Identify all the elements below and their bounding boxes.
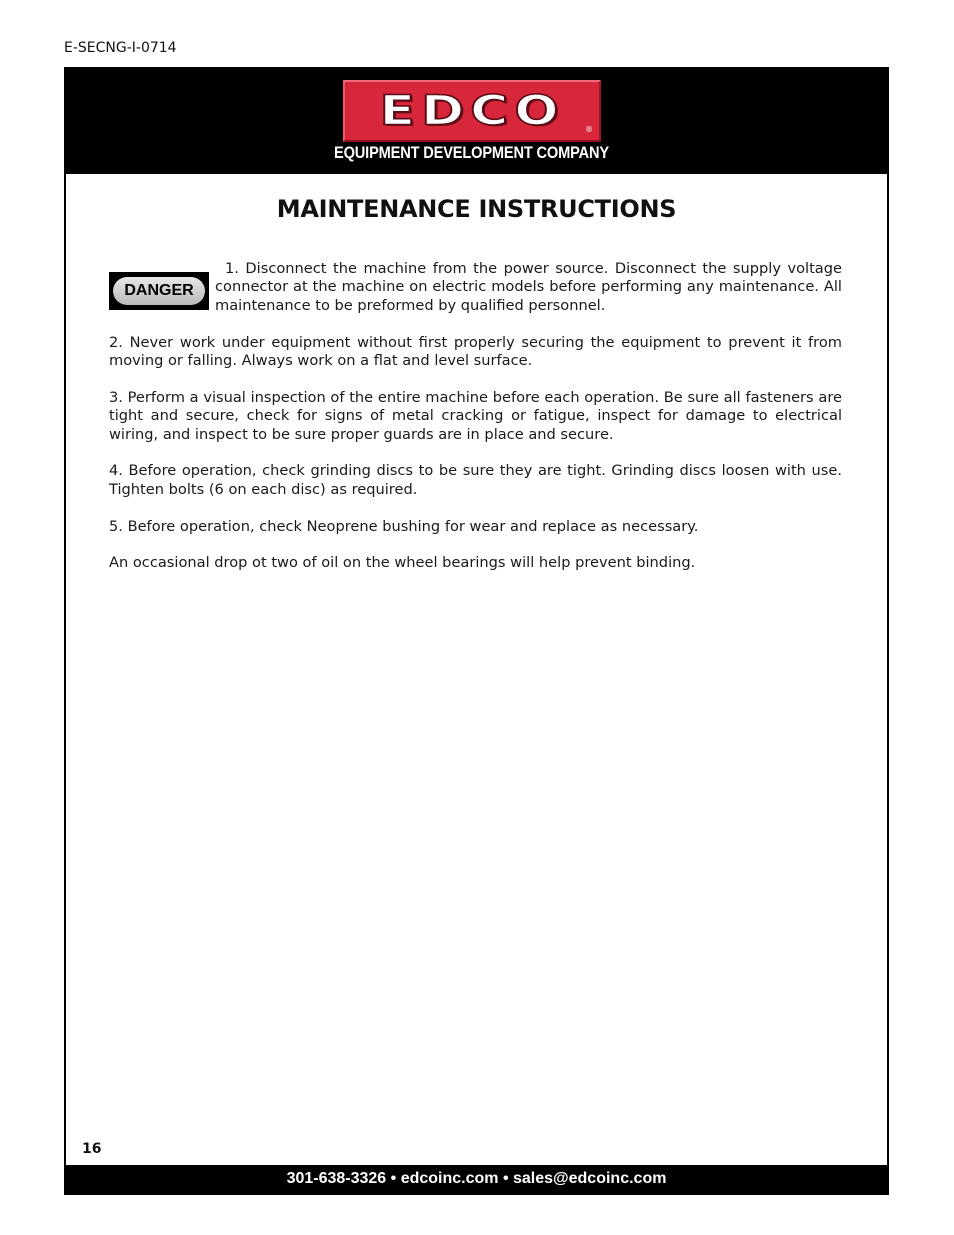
registered-mark: ® [585,125,593,134]
instruction-paragraph: 3. Perform a visual inspection of the entire machine before each operation. Be sure all fasteners are tight and secure, check for signs of metal cracking or fatigue, inspect for damage to electrical wiring, and inspect to be sure proper guards are in place and secure. [109,388,842,443]
instruction-paragraph: 1. Disconnect the machine from the power source. Disconnect the supply voltage connector at the machine on electric models before performing any maintenance. All maintenance to be preformed by qualified personnel. [215,260,842,314]
footer-bar [66,1165,887,1193]
header-bar [66,69,887,174]
maintenance-content [109,260,842,591]
page-frame [64,67,889,1195]
danger-label: DANGER [124,282,194,299]
edco-logo [343,80,601,142]
footer-contact: 301-638-3326 • edcoinc.com • sales@edcoinc.com [286,1170,667,1187]
instruction-paragraph: 5. Before operation, check Neoprene bushing for wear and replace as necessary. [109,517,699,535]
company-name: EQUIPMENT DEVELOPMENT COMPANY [334,143,609,162]
page-title: MAINTENANCE INSTRUCTIONS [276,195,677,223]
instruction-paragraph: An occasional drop ot two of oil on the wheel bearings will help prevent binding. [109,554,696,572]
instruction-paragraph: 2. Never work under equipment without first properly securing the equipment to prevent it from moving or falling. Always work on a flat and level surface. [109,333,842,370]
document-code: E-SECNG-I-0714 [64,40,177,56]
instruction-paragraph: 4. Before operation, check grinding discs to be sure they are tight. Grinding discs loosen with use. Tighten bolts (6 on each disc) as required. [109,462,842,498]
logo-text: EDCO [379,87,565,135]
page-number: 16 [82,1141,102,1157]
